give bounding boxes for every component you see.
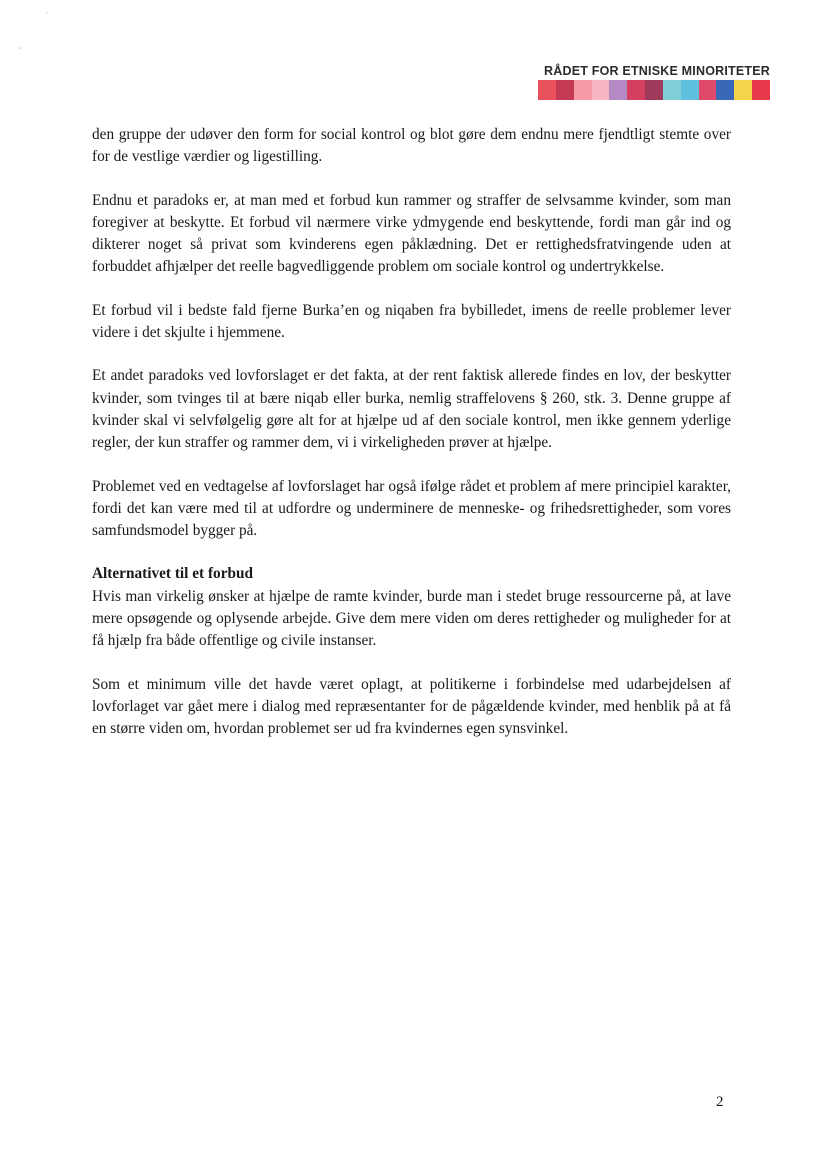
logo-color-bar (538, 80, 770, 100)
paragraph: Hvis man virkelig ønsker at hjælpe de ramte kvinder, burde man i stedet bruge ressourcerne på, at lave mere opsøgende og oplysende arbejde. Give dem mere viden om deres rettigheder og muligheder for at få hjælp fra både offentlige og civile instanser. (92, 587, 731, 650)
logo-color-segment (716, 80, 734, 100)
logo-color-segment (645, 80, 663, 100)
logo-color-segment (609, 80, 627, 100)
paragraph: Problemet ved en vedtagelse af lovforslaget har også ifølge rådet et problem af mere principiel karakter, fordi det kan være med til at udfordre og underminere de menneske- og frihedsrettigheder, som vores samfundsmodel bygger på. (92, 477, 731, 540)
organization-name: RÅDET FOR ETNISKE MINORITETER (544, 64, 770, 78)
scan-mark: ˏ (18, 40, 23, 50)
paragraph: Som et minimum ville det havde været oplagt, at politikerne i forbindelse med udarbejdelsen af lovforlaget var gået mere i dialog med repræsentanter for de pågældende kvinder, med henblik på at få en større viden om, hvordan problemet ser ud fra kvindernes egen synsvinkel. (92, 675, 731, 738)
page-number: 2 (716, 1094, 724, 1110)
section-heading: Alternativet til et forbud (92, 565, 254, 583)
scan-mark: ˊ (44, 12, 49, 22)
logo-color-segment (699, 80, 717, 100)
logo-color-segment (556, 80, 574, 100)
logo-color-segment (734, 80, 752, 100)
logo-color-segment (627, 80, 645, 100)
logo-color-segment (752, 80, 770, 100)
logo-color-segment (681, 80, 699, 100)
organization-logo (538, 64, 770, 100)
paragraph: Endnu et paradoks er, at man med et forbud kun rammer og straffer de selvsamme kvinder, som man foregiver at beskytte. Et forbud vil nærmere virke ydmygende end beskyttende, fordi man går ind og dikterer noget så privat som kvinderens egen påklædning. Det er rettighedsfratvingende uden at forbuddet afhjælper det reelle bagvedliggende problem om sociale kontrol og undertrykkelse. (92, 191, 731, 276)
logo-color-segment (592, 80, 610, 100)
logo-color-segment (538, 80, 556, 100)
logo-color-segment (574, 80, 592, 100)
logo-color-segment (663, 80, 681, 100)
paragraph: Et andet paradoks ved lovforslaget er det fakta, at der rent faktisk allerede findes en lov, der beskytter kvinder, som tvinges til at bære niqab eller burka, nemlig straffelovens § 260, stk. 3. Denne gruppe af kvinder skal vi selvfølgelig gøre alt for at hjælpe ud af den sociale kontrol, men ikke gennem yderlige regler, der kun straffer og rammer dem, vi i virkeligheden prøver at hjælpe. (92, 367, 731, 452)
document-body (92, 124, 731, 762)
paragraph: Et forbud vil i bedste fald fjerne Burka’en og niqaben fra bybilledet, imens de reelle problemer lever videre i det skjulte i hjemmene. (92, 301, 731, 342)
paragraph: den gruppe der udøver den form for social kontrol og blot gøre dem endnu mere fjendtligt stemte over for de vestlige værdier og ligestilling. (92, 126, 731, 166)
